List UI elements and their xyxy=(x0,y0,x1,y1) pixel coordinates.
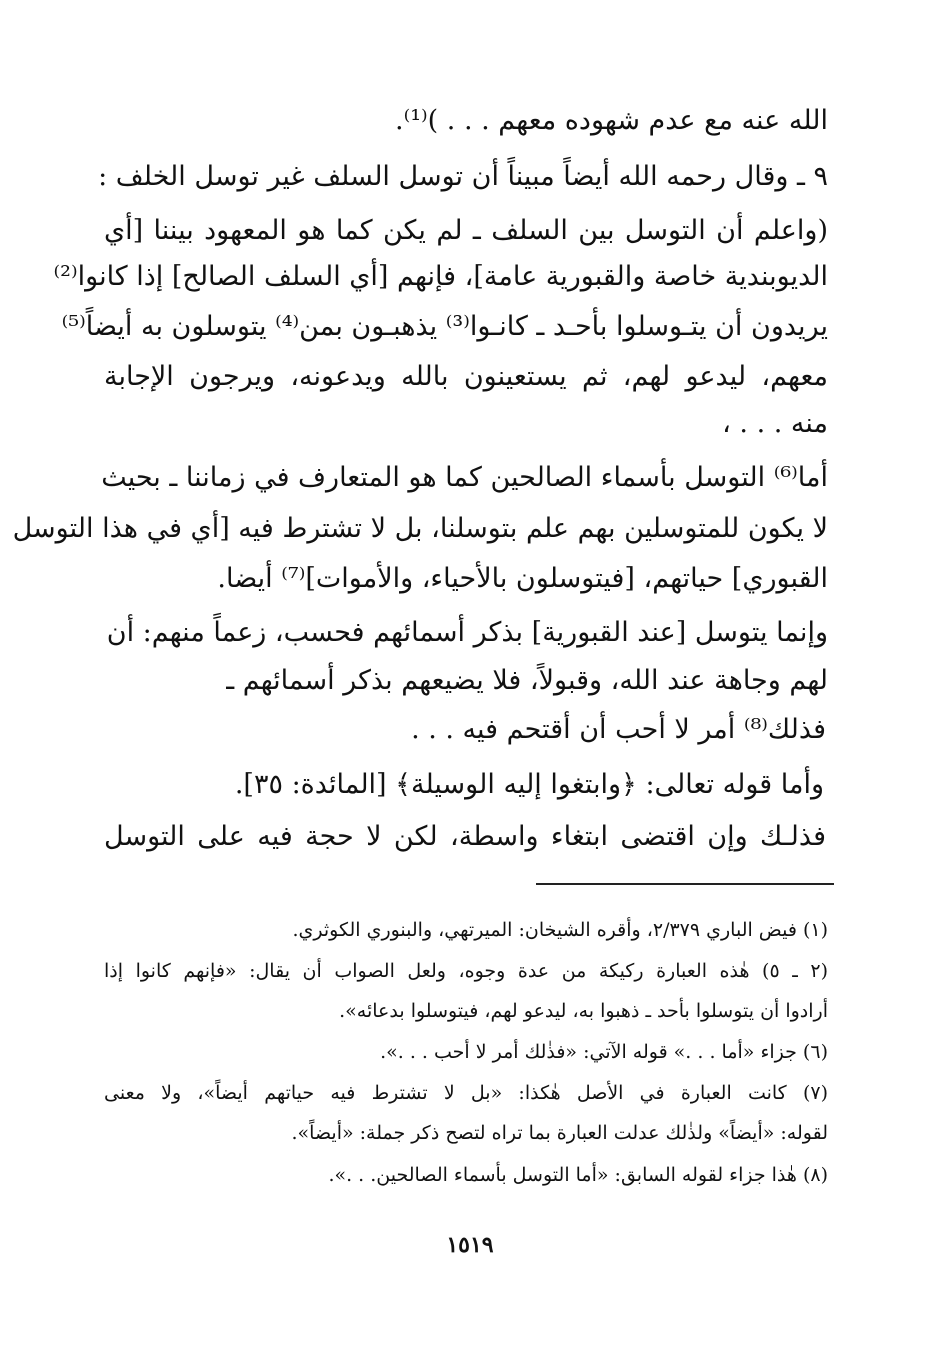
footnote-line: لقوله: «أيضاً» ولذٰلك عدلت العبارة بما تراه لتصح ذكر جملة: «أيضاً». xyxy=(291,1122,828,1144)
main-text-line: معهم، ليدعو لهم، ثم يستعينون بالله ويدعونه، ويرجون الإجابة xyxy=(104,361,828,392)
page-number: ١٥١٩ xyxy=(446,1232,494,1258)
main-text-line: يريدون أن يتـوسلوا بأحـد ـ كانـوا⁽³⁾ يذهبـون بمن⁽⁴⁾ يتوسلون به أيضاً⁽⁵⁾ xyxy=(61,311,828,342)
main-text-line: (واعلم أن التوسل بين السلف ـ لم يكن كما هو المعهود بيننا [أي xyxy=(104,215,828,246)
footnote-separator xyxy=(536,883,834,885)
footnote-line: (٦) جزاء «أما . . .» قوله الآتي: «فذٰلك أمر لا أحب . . .». xyxy=(380,1041,828,1063)
footnote-line: (٢ ـ ٥) هٰذه العبارة ركيكة من عدة وجوه، ولعل الصواب أن يقال: «فإنهم كانوا إذا xyxy=(104,960,828,982)
footnote-line: (٨) هٰذا جزاء لقوله السابق: «أما التوسل بأسماء الصالحين. . .». xyxy=(328,1164,828,1186)
main-text-line: وإنما يتوسل [عند القبورية] بذكر أسمائهم فحسب، زعماً منهم: أن xyxy=(106,617,828,648)
footnote-line: (٧) كانت العبارة في الأصل هٰكذا: «بل لا تشترط فيه حياتهم أيضاً»، ولا معنى xyxy=(104,1082,828,1104)
main-text-line: أما⁽⁶⁾ التوسل بأسماء الصالحين كما هو المتعارف في زماننا ـ بحيث xyxy=(101,462,828,493)
footnote-line: أرادوا أن يتوسلوا بأحد ـ ذهبوا به، ليدعو لهم، فيتوسلوا بدعائه». xyxy=(339,1000,828,1022)
main-text-line: الله عنه مع عدم شهوده معهم . . . )⁽¹⁾. xyxy=(395,105,828,136)
main-text-line: فذلـك وإن اقتضى ابتغاء واسطة، لكن لا حجة فيه على التوسل xyxy=(104,821,826,852)
footnote-line: (١) فيض الباري ٢/٣٧٩، وأقره الشيخان: الميرتهي، والبنوري الكوثري. xyxy=(292,919,828,941)
main-text-line: ٩ ـ وقال رحمه الله أيضاً مبيناً أن توسل السلف غير توسل الخلف : xyxy=(98,161,828,192)
main-text-line: وأما قوله تعالى: ﴿وابتغوا إليه الوسيلة﴾ [المائدة: ٣٥]. xyxy=(234,769,824,800)
main-text-line: منه . . . ، xyxy=(722,408,828,439)
main-text-line: لا يكون للمتوسلين بهم علم بتوسلنا، بل لا تشترط فيه [أي في هذا التوسل xyxy=(12,513,828,544)
main-text-line: لهم وجاهة عند الله، وقبولاً، فلا يضيعهم بذكر أسمائهم ـ xyxy=(226,665,828,696)
main-text-line: القبوري] حياتهم، [فيتوسلون بالأحياء، والأموات]⁽⁷⁾ أيضا. xyxy=(217,563,828,594)
main-text-line: الديوبندية خاصة والقبورية عامة]، فإنهم [أي السلف الصالح] إذا كانوا⁽²⁾ xyxy=(53,261,828,292)
main-text-line: فذلك⁽⁸⁾ أمر لا أحب أن أقتحم فيه . . . xyxy=(411,714,826,745)
